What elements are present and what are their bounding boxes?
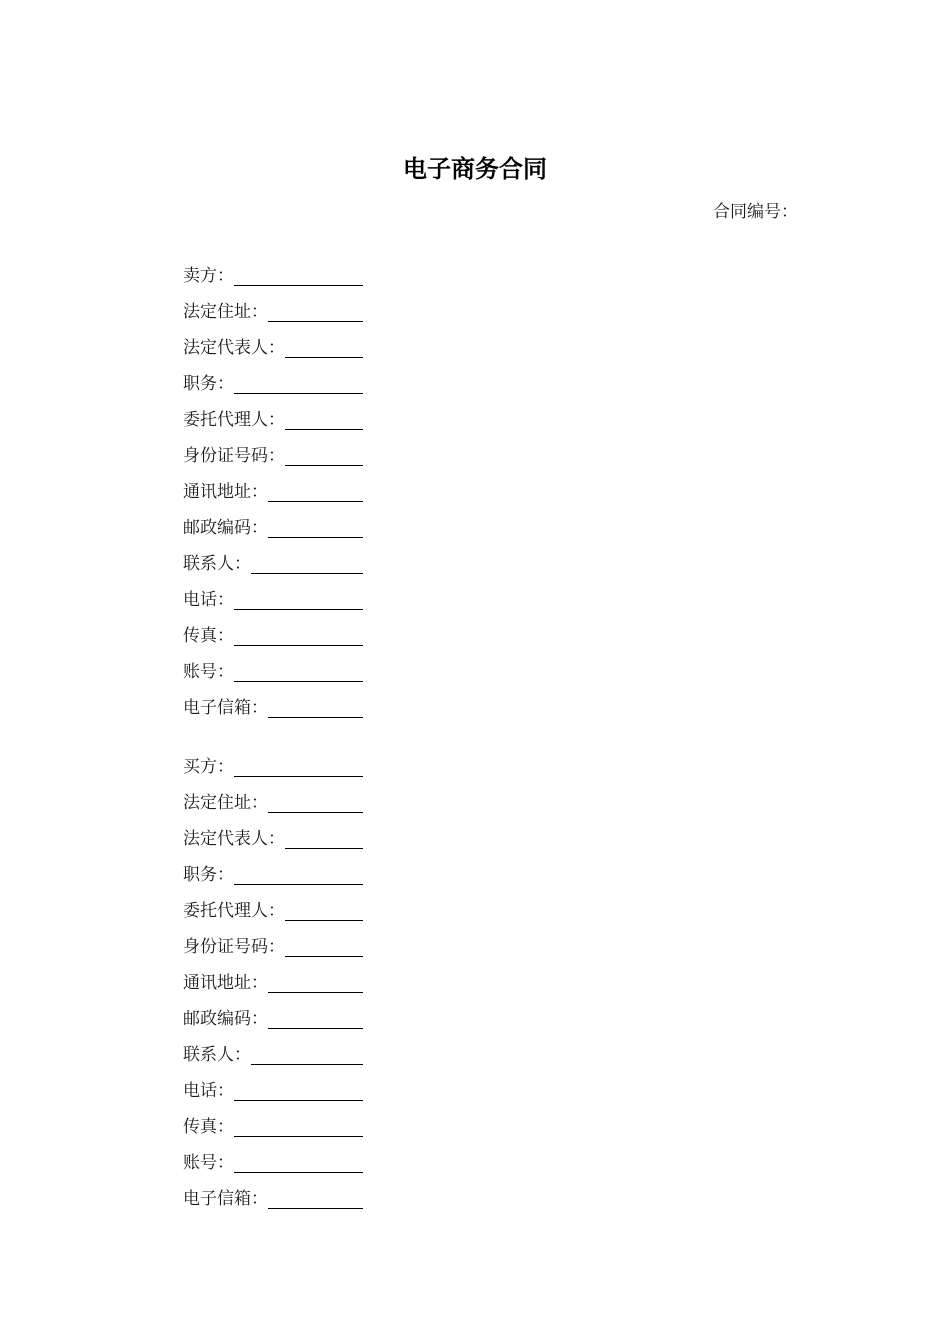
seller-field-blank[interactable] <box>234 265 363 286</box>
seller-field-blank[interactable] <box>268 481 363 502</box>
seller-field-row <box>183 366 583 402</box>
seller-field-row <box>183 474 583 510</box>
buyer-field-row <box>183 1073 583 1109</box>
buyer-field-blank[interactable] <box>285 936 363 957</box>
buyer-field-label: 法定住址： <box>183 793 268 813</box>
buyer-field-row <box>183 1181 583 1217</box>
buyer-field-row <box>183 785 583 821</box>
seller-field-row <box>183 618 583 654</box>
contract-number-label: 合同编号： <box>713 202 798 222</box>
buyer-field-row <box>183 1037 583 1073</box>
buyer-section <box>183 749 583 1217</box>
seller-field-row <box>183 690 583 726</box>
seller-field-row <box>183 654 583 690</box>
buyer-field-blank[interactable] <box>251 1044 363 1065</box>
seller-field-blank[interactable] <box>234 625 363 646</box>
buyer-field-label: 邮政编码： <box>183 1009 268 1029</box>
buyer-field-blank[interactable] <box>234 756 363 777</box>
seller-field-blank[interactable] <box>234 373 363 394</box>
seller-field-label: 身份证号码： <box>183 446 285 466</box>
buyer-field-blank[interactable] <box>234 1080 363 1101</box>
seller-field-label: 电话： <box>183 590 234 610</box>
buyer-field-label: 通讯地址： <box>183 973 268 993</box>
buyer-field-label: 买方： <box>183 757 234 777</box>
buyer-field-blank[interactable] <box>234 864 363 885</box>
buyer-field-row <box>183 857 583 893</box>
seller-field-blank[interactable] <box>268 301 363 322</box>
seller-field-blank[interactable] <box>285 445 363 466</box>
seller-field-blank[interactable] <box>234 661 363 682</box>
buyer-field-blank[interactable] <box>268 972 363 993</box>
seller-field-blank[interactable] <box>268 517 363 538</box>
document-title: 电子商务合同 <box>403 155 547 183</box>
seller-field-label: 账号： <box>183 662 234 682</box>
buyer-field-label: 法定代表人： <box>183 829 285 849</box>
buyer-field-row <box>183 965 583 1001</box>
buyer-field-row <box>183 1001 583 1037</box>
seller-field-label: 委托代理人： <box>183 410 285 430</box>
buyer-field-row <box>183 749 583 785</box>
buyer-field-blank[interactable] <box>268 1008 363 1029</box>
buyer-field-label: 电子信箱： <box>183 1189 268 1209</box>
buyer-field-label: 身份证号码： <box>183 937 285 957</box>
buyer-field-row <box>183 893 583 929</box>
seller-field-label: 卖方： <box>183 266 234 286</box>
seller-field-row <box>183 402 583 438</box>
seller-field-label: 法定代表人： <box>183 338 285 358</box>
seller-field-row <box>183 438 583 474</box>
buyer-field-blank[interactable] <box>285 828 363 849</box>
seller-field-label: 通讯地址： <box>183 482 268 502</box>
buyer-field-blank[interactable] <box>268 1188 363 1209</box>
seller-field-label: 法定住址： <box>183 302 268 322</box>
seller-field-blank[interactable] <box>234 589 363 610</box>
seller-field-blank[interactable] <box>285 337 363 358</box>
seller-section <box>183 258 583 726</box>
seller-field-label: 邮政编码： <box>183 518 268 538</box>
buyer-field-blank[interactable] <box>268 792 363 813</box>
buyer-field-label: 职务： <box>183 865 234 885</box>
seller-field-row <box>183 510 583 546</box>
seller-field-blank[interactable] <box>285 409 363 430</box>
buyer-field-label: 联系人： <box>183 1045 251 1065</box>
buyer-field-blank[interactable] <box>234 1116 363 1137</box>
seller-field-row <box>183 582 583 618</box>
seller-field-row <box>183 258 583 294</box>
seller-field-label: 电子信箱： <box>183 698 268 718</box>
seller-field-label: 传真： <box>183 626 234 646</box>
buyer-field-row <box>183 821 583 857</box>
buyer-field-label: 委托代理人： <box>183 901 285 921</box>
buyer-field-row <box>183 1109 583 1145</box>
seller-field-row <box>183 330 583 366</box>
buyer-field-row <box>183 929 583 965</box>
buyer-field-label: 传真： <box>183 1117 234 1137</box>
buyer-field-blank[interactable] <box>234 1152 363 1173</box>
seller-field-blank[interactable] <box>268 697 363 718</box>
buyer-field-label: 账号： <box>183 1153 234 1173</box>
seller-field-row <box>183 294 583 330</box>
buyer-field-row <box>183 1145 583 1181</box>
seller-field-blank[interactable] <box>251 553 363 574</box>
buyer-field-label: 电话： <box>183 1081 234 1101</box>
seller-field-row <box>183 546 583 582</box>
buyer-field-blank[interactable] <box>285 900 363 921</box>
seller-field-label: 职务： <box>183 374 234 394</box>
seller-field-label: 联系人： <box>183 554 251 574</box>
